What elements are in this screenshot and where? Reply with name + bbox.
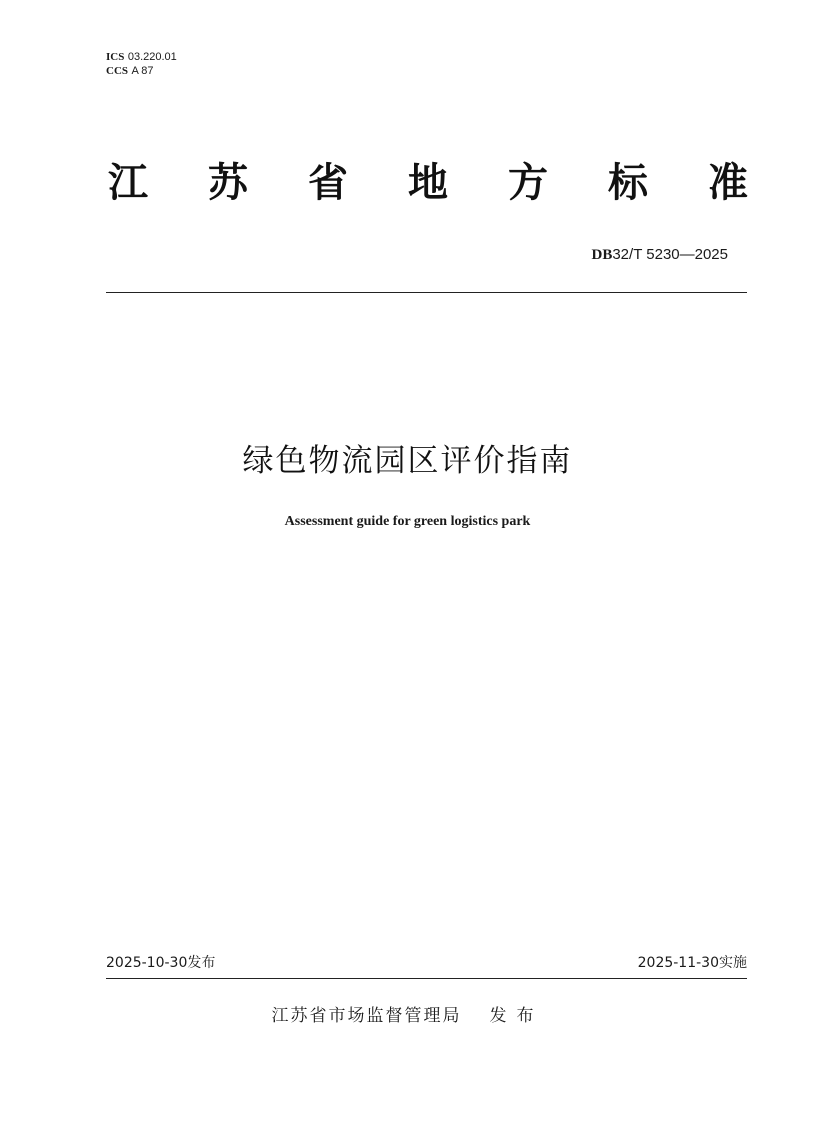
standard-type-char: 标: [608, 160, 648, 206]
standard-type-char: 苏: [208, 160, 248, 206]
issuer-name: 江苏省市场监督管理局: [271, 1006, 462, 1026]
standard-type-heading: [108, 160, 748, 206]
standard-type-char: 地: [408, 160, 448, 206]
issue-date: 2025-10-30发布: [106, 955, 216, 971]
issuer-line: [0, 1001, 815, 1026]
issuer-action: 发布: [489, 1006, 544, 1026]
ics-code: [106, 50, 177, 64]
standard-number: [592, 245, 729, 264]
classification-codes: [106, 50, 177, 78]
standard-type-char: 省: [308, 160, 348, 206]
ics-value: 03.220.01: [127, 51, 177, 63]
ccs-label: CCS: [106, 65, 129, 77]
document-title-chinese: 绿色物流园区评价指南: [242, 443, 573, 479]
footer-divider: [106, 978, 747, 979]
standard-number-value: 32/T 5230—2025: [612, 246, 728, 263]
ics-label: ICS: [106, 51, 125, 63]
ccs-value: A 87: [131, 65, 154, 77]
standard-type-char: 准: [708, 160, 748, 206]
ccs-code: [106, 64, 177, 78]
implementation-date: 2025-11-30实施: [637, 955, 747, 971]
header-divider: [106, 292, 747, 293]
standard-number-prefix: DB: [591, 247, 613, 263]
standard-type-char: 江: [108, 160, 148, 206]
standard-type-char: 方: [508, 160, 548, 206]
document-title-english: Assessment guide for green logistics park: [284, 514, 531, 529]
